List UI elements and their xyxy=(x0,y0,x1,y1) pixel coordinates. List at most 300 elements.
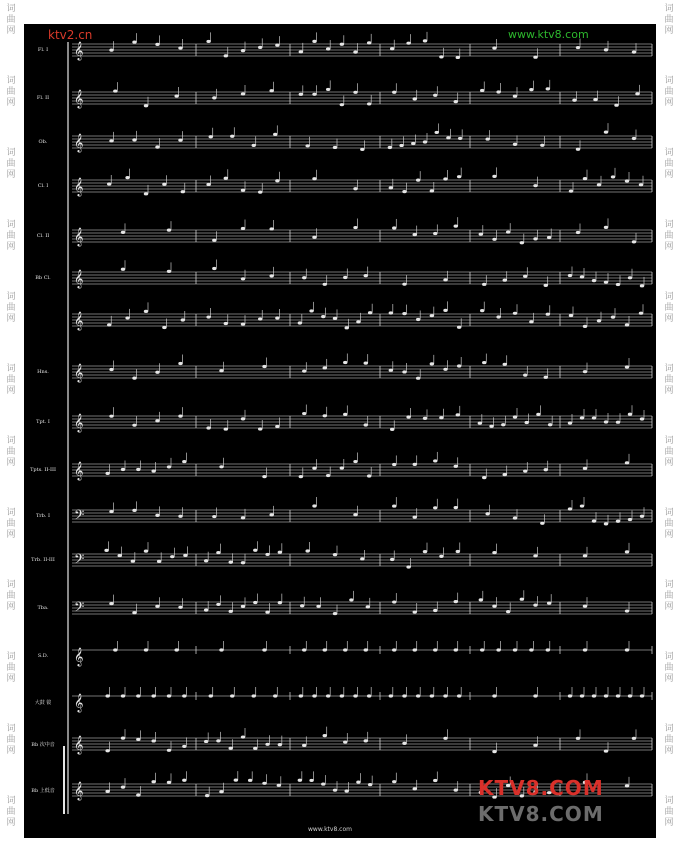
note-head xyxy=(593,98,597,101)
instrument-label: Bb 次中音 xyxy=(31,742,55,748)
note-head xyxy=(480,648,484,651)
note-head xyxy=(343,413,347,416)
note-head xyxy=(416,179,420,182)
note-head xyxy=(402,190,406,193)
side-char: 网 xyxy=(664,314,674,324)
note-head xyxy=(492,750,496,753)
note-head xyxy=(625,609,629,612)
note-head xyxy=(454,225,458,228)
note-head xyxy=(212,267,216,270)
side-char: 网 xyxy=(664,386,674,396)
note-head xyxy=(229,610,233,613)
side-char: 曲 xyxy=(6,303,16,313)
note-head xyxy=(503,363,507,366)
note-head xyxy=(604,420,608,423)
note-head xyxy=(529,320,533,323)
note-head xyxy=(105,790,109,793)
note-head xyxy=(443,309,447,312)
instrument-label: Tpts. II-III xyxy=(30,467,56,473)
note-head xyxy=(131,559,135,562)
note-head xyxy=(132,40,136,43)
note-head xyxy=(640,694,644,697)
note-head xyxy=(389,311,393,314)
instrument-label: Tpt. I xyxy=(36,419,50,425)
note-head xyxy=(343,648,347,651)
note-head xyxy=(625,365,629,368)
note-head xyxy=(533,694,537,697)
note-head xyxy=(323,414,327,417)
note-head xyxy=(206,40,210,43)
note-head xyxy=(174,94,178,97)
note-head xyxy=(456,413,460,416)
note-head xyxy=(265,743,269,746)
note-head xyxy=(580,504,584,507)
note-head xyxy=(482,361,486,364)
note-head xyxy=(366,605,370,608)
note-head xyxy=(323,283,327,286)
note-head xyxy=(392,91,396,94)
note-head xyxy=(640,515,644,518)
note-head xyxy=(113,89,117,92)
note-head xyxy=(273,694,277,697)
note-head xyxy=(151,694,155,697)
note-head xyxy=(604,749,608,752)
side-char: 网 xyxy=(6,386,16,396)
note-head xyxy=(144,104,148,107)
note-head xyxy=(402,694,406,697)
note-head xyxy=(305,144,309,147)
note-head xyxy=(392,600,396,603)
note-head xyxy=(121,737,125,740)
note-head xyxy=(224,177,228,180)
note-head xyxy=(367,102,371,105)
side-char: 曲 xyxy=(6,519,16,529)
note-head xyxy=(389,694,393,697)
note-head xyxy=(529,88,533,91)
note-head xyxy=(273,133,277,136)
note-head xyxy=(353,91,357,94)
note-head xyxy=(278,601,282,604)
note-head xyxy=(364,423,368,426)
note-head xyxy=(204,608,208,611)
note-head xyxy=(604,48,608,51)
side-char: 曲 xyxy=(6,375,16,385)
note-head xyxy=(219,790,223,793)
note-head xyxy=(241,49,245,52)
note-head xyxy=(492,551,496,554)
note-head xyxy=(413,463,417,466)
note-head xyxy=(323,734,327,737)
note-head xyxy=(241,561,245,564)
note-head xyxy=(406,42,410,45)
note-head xyxy=(262,475,266,478)
note-head xyxy=(604,694,608,697)
side-char: 曲 xyxy=(664,375,674,385)
note-head xyxy=(312,177,316,180)
note-head xyxy=(506,610,510,613)
note-head xyxy=(155,605,159,608)
clef-icon: 𝄞 xyxy=(74,735,84,754)
note-head xyxy=(178,46,182,49)
note-head xyxy=(402,370,406,373)
note-head xyxy=(262,782,266,785)
clef-icon: 𝄞 xyxy=(74,693,84,712)
note-head xyxy=(209,694,213,697)
note-head xyxy=(583,554,587,557)
note-head xyxy=(144,310,148,313)
note-head xyxy=(241,322,245,325)
note-head xyxy=(309,779,313,782)
side-char: 网 xyxy=(6,818,16,828)
note-head xyxy=(536,413,540,416)
note-head xyxy=(439,555,443,558)
side-char: 词 xyxy=(6,292,16,302)
note-head xyxy=(167,749,171,752)
note-head xyxy=(353,694,357,697)
note-head xyxy=(592,520,596,523)
note-head xyxy=(183,554,187,557)
note-head xyxy=(278,551,282,554)
note-head xyxy=(258,427,262,430)
side-char: 词 xyxy=(6,580,16,590)
note-head xyxy=(580,694,584,697)
note-head xyxy=(413,610,417,613)
note-head xyxy=(109,510,113,513)
note-head xyxy=(625,179,629,182)
score-canvas xyxy=(24,24,656,838)
clef-icon: 𝄞 xyxy=(74,41,84,60)
note-head xyxy=(454,789,458,792)
note-head xyxy=(628,518,632,521)
note-head xyxy=(533,744,537,747)
note-head xyxy=(457,175,461,178)
clef-icon: 𝄞 xyxy=(74,461,84,480)
note-head xyxy=(576,737,580,740)
note-head xyxy=(392,226,396,229)
note-head xyxy=(262,365,266,368)
side-char: 网 xyxy=(664,530,674,540)
note-head xyxy=(174,648,178,651)
note-head xyxy=(416,318,420,321)
clef-icon: 𝄞 xyxy=(74,89,84,108)
note-head xyxy=(109,415,113,418)
note-head xyxy=(312,694,316,697)
note-head xyxy=(299,475,303,478)
note-head xyxy=(181,190,185,193)
note-head xyxy=(433,609,437,612)
note-head xyxy=(580,275,584,278)
note-head xyxy=(604,522,608,525)
note-head xyxy=(345,789,349,792)
note-head xyxy=(178,606,182,609)
note-head xyxy=(157,560,161,563)
note-head xyxy=(592,279,596,282)
note-head xyxy=(107,182,111,185)
clef-icon: 𝄞 xyxy=(74,781,84,800)
side-char: 曲 xyxy=(6,807,16,817)
note-head xyxy=(121,231,125,234)
note-head xyxy=(576,231,580,234)
note-head xyxy=(616,283,620,286)
note-head xyxy=(162,183,166,186)
note-head xyxy=(333,553,337,556)
side-char: 网 xyxy=(6,458,16,468)
note-head xyxy=(216,739,220,742)
note-head xyxy=(576,148,580,151)
note-head xyxy=(583,648,587,651)
note-head xyxy=(241,417,245,420)
note-head xyxy=(433,94,437,97)
note-head xyxy=(423,39,427,42)
note-head xyxy=(312,40,316,43)
note-head xyxy=(118,554,122,557)
note-head xyxy=(340,103,344,106)
side-char: 词 xyxy=(6,436,16,446)
note-head xyxy=(155,371,159,374)
side-char: 曲 xyxy=(664,15,674,25)
note-head xyxy=(349,598,353,601)
note-head xyxy=(430,189,434,192)
note-head xyxy=(326,47,330,50)
note-head xyxy=(546,87,550,90)
note-head xyxy=(439,416,443,419)
note-head xyxy=(353,513,357,516)
note-head xyxy=(443,368,447,371)
note-head xyxy=(204,559,208,562)
note-head xyxy=(343,740,347,743)
note-head xyxy=(269,89,273,92)
side-char: 词 xyxy=(664,796,674,806)
note-head xyxy=(513,312,517,315)
side-char: 曲 xyxy=(6,735,16,745)
note-head xyxy=(503,279,507,282)
note-head xyxy=(265,610,269,613)
note-head xyxy=(216,603,220,606)
note-head xyxy=(205,794,209,797)
instrument-label: Bb 上低音 xyxy=(31,788,55,794)
note-head xyxy=(312,466,316,469)
note-head xyxy=(496,315,500,318)
side-char: 网 xyxy=(664,98,674,108)
note-head xyxy=(302,648,306,651)
note-head xyxy=(224,54,228,57)
note-head xyxy=(390,558,394,561)
instrument-label: 大鼓 钹 xyxy=(34,700,52,706)
note-head xyxy=(125,176,129,179)
note-head xyxy=(275,179,279,182)
note-head xyxy=(390,47,394,50)
note-head xyxy=(389,369,393,372)
instrument-label: Trb. I xyxy=(35,513,51,519)
note-head xyxy=(568,274,572,277)
side-char: 词 xyxy=(6,652,16,662)
side-char: 词 xyxy=(6,4,16,14)
note-head xyxy=(492,694,496,697)
note-head xyxy=(206,315,210,318)
note-head xyxy=(132,424,136,427)
note-head xyxy=(312,504,316,507)
note-head xyxy=(430,694,434,697)
note-head xyxy=(503,473,507,476)
note-head xyxy=(109,368,113,371)
note-head xyxy=(229,561,233,564)
instrument-label: Trb. II-III xyxy=(31,557,55,563)
note-head xyxy=(144,550,148,553)
note-head xyxy=(321,315,325,318)
side-char: 词 xyxy=(664,292,674,302)
note-head xyxy=(343,276,347,279)
note-head xyxy=(544,284,548,287)
side-char: 网 xyxy=(6,602,16,612)
note-head xyxy=(125,316,129,319)
note-head xyxy=(454,600,458,603)
note-head xyxy=(423,140,427,143)
note-head xyxy=(364,739,368,742)
side-char: 词 xyxy=(6,724,16,734)
side-char: 词 xyxy=(6,76,16,86)
note-head xyxy=(258,191,262,194)
logo-text-bottom: KTV8.COM xyxy=(478,802,604,826)
side-char: 曲 xyxy=(6,87,16,97)
side-char: 网 xyxy=(664,242,674,252)
note-head xyxy=(492,175,496,178)
note-head xyxy=(399,144,403,147)
note-head xyxy=(136,694,140,697)
note-head xyxy=(529,648,533,651)
note-head xyxy=(388,146,392,149)
note-head xyxy=(568,694,572,697)
note-head xyxy=(406,415,410,418)
side-char: 曲 xyxy=(664,447,674,457)
note-head xyxy=(443,737,447,740)
note-head xyxy=(353,460,357,463)
note-head xyxy=(632,50,636,53)
side-char: 曲 xyxy=(664,303,674,313)
clef-icon: 𝄞 xyxy=(74,133,84,152)
note-head xyxy=(234,779,238,782)
note-head xyxy=(368,783,372,786)
note-head xyxy=(224,427,228,430)
note-head xyxy=(458,137,462,140)
side-char: 曲 xyxy=(664,87,674,97)
note-head xyxy=(544,468,548,471)
note-head xyxy=(520,598,524,601)
note-head xyxy=(616,520,620,523)
note-head xyxy=(302,276,306,279)
side-char: 词 xyxy=(6,220,16,230)
side-char: 曲 xyxy=(664,663,674,673)
note-head xyxy=(501,423,505,426)
left-margin-watermark xyxy=(0,0,22,862)
note-head xyxy=(367,474,371,477)
side-char: 曲 xyxy=(6,15,16,25)
note-head xyxy=(446,136,450,139)
note-head xyxy=(144,648,148,651)
note-head xyxy=(496,90,500,93)
note-head xyxy=(241,227,245,230)
note-head xyxy=(340,466,344,469)
note-head xyxy=(506,230,510,233)
clef-icon: 𝄞 xyxy=(74,177,84,196)
note-head xyxy=(406,565,410,568)
note-head xyxy=(430,362,434,365)
note-head xyxy=(275,316,279,319)
note-head xyxy=(478,422,482,425)
note-head xyxy=(628,276,632,279)
note-head xyxy=(302,744,306,747)
instrument-label: Fl. I xyxy=(37,47,49,53)
note-head xyxy=(625,648,629,651)
note-head xyxy=(253,549,257,552)
note-head xyxy=(614,104,618,107)
note-head xyxy=(167,270,171,273)
note-head xyxy=(572,99,576,102)
note-head xyxy=(253,601,257,604)
note-head xyxy=(583,177,587,180)
note-head xyxy=(546,313,550,316)
note-head xyxy=(480,89,484,92)
note-head xyxy=(392,648,396,651)
note-head xyxy=(105,472,109,475)
note-head xyxy=(533,56,537,59)
side-char: 曲 xyxy=(6,159,16,169)
side-char: 网 xyxy=(6,242,16,252)
side-char: 词 xyxy=(664,508,674,518)
side-char: 网 xyxy=(664,26,674,36)
note-head xyxy=(525,421,529,424)
note-head xyxy=(632,737,636,740)
note-head xyxy=(321,782,325,785)
note-head xyxy=(547,602,551,605)
note-head xyxy=(540,144,544,147)
note-head xyxy=(433,232,437,235)
side-char: 词 xyxy=(664,364,674,374)
note-head xyxy=(353,50,357,53)
ktv8-logo xyxy=(478,776,628,832)
note-head xyxy=(413,648,417,651)
note-head xyxy=(155,419,159,422)
side-char: 网 xyxy=(6,530,16,540)
note-head xyxy=(209,135,213,138)
side-char: 词 xyxy=(664,580,674,590)
note-head xyxy=(513,143,517,146)
note-head xyxy=(300,604,304,607)
note-head xyxy=(343,361,347,364)
note-head xyxy=(182,779,186,782)
note-head xyxy=(604,226,608,229)
note-head xyxy=(155,145,159,148)
note-head xyxy=(241,92,245,95)
note-head xyxy=(181,318,185,321)
note-head xyxy=(356,781,360,784)
note-head xyxy=(640,284,644,287)
note-head xyxy=(167,229,171,232)
note-head xyxy=(241,735,245,738)
note-head xyxy=(402,742,406,745)
note-head xyxy=(513,95,517,98)
note-head xyxy=(323,648,327,651)
note-head xyxy=(592,416,596,419)
note-head xyxy=(413,97,417,100)
note-head xyxy=(625,461,629,464)
instrument-label: S.D. xyxy=(37,653,49,659)
note-head xyxy=(144,192,148,195)
clef-icon: 𝄞 xyxy=(74,413,84,432)
note-head xyxy=(253,747,257,750)
clef-icon: 𝄢 xyxy=(74,599,85,618)
side-char: 词 xyxy=(6,796,16,806)
clef-icon: 𝄞 xyxy=(74,227,84,246)
